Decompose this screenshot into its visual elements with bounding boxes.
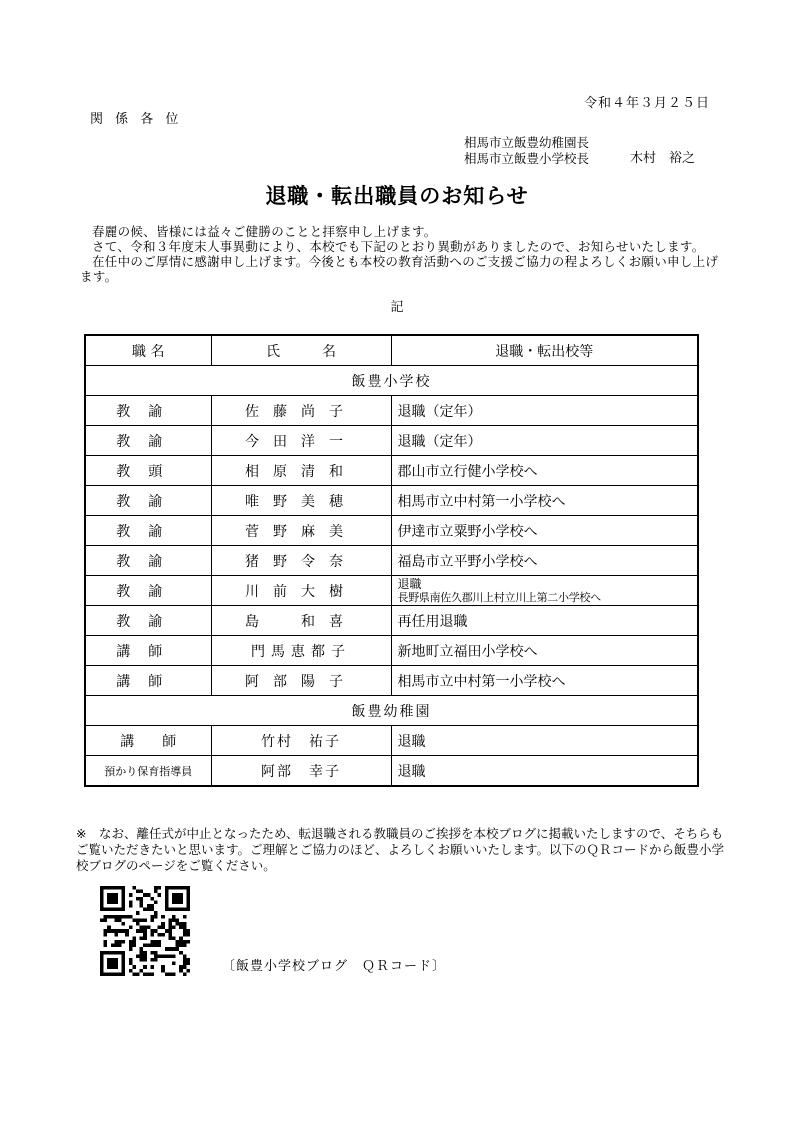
sender-title-kindergarten: 相馬市立飯豊幼稚園長	[464, 135, 590, 150]
cell-destination: 退職（定年）	[391, 396, 698, 426]
cell-name: 島 和喜	[211, 606, 391, 636]
cell-name: 川前大樹	[211, 576, 391, 606]
table-row	[85, 486, 698, 516]
cell-destination	[391, 576, 698, 606]
cell-destination: 退職	[391, 756, 698, 787]
table-row	[85, 456, 698, 486]
cell-destination: 相馬市立中村第一小学校へ	[391, 666, 698, 696]
header-role: 職 名	[85, 335, 211, 366]
table-row	[85, 606, 698, 636]
table-row	[85, 636, 698, 666]
date: 令和４年３月２５日	[583, 96, 710, 111]
cell-role: 教諭	[85, 486, 211, 516]
table-row	[85, 546, 698, 576]
cell-name: 阿部 幸子	[211, 756, 391, 787]
greeting-paragraph-3: 在任中のご厚情に感謝申し上げます。今後とも本校の教育活動へのご支援ご協力の程よろしくお願い申し上げます。	[80, 254, 719, 284]
qr-code[interactable]	[100, 886, 190, 976]
page-title: 退職・転出職員のお知らせ	[265, 184, 529, 208]
table-row	[85, 516, 698, 546]
cell-name: 菅野麻美	[211, 516, 391, 546]
cell-role: 講師	[85, 636, 211, 666]
qr-caption: 〔飯豊小学校ブログ ＱＲコード〕	[222, 959, 447, 974]
cell-role: 講 師	[85, 726, 211, 756]
cell-role: 教頭	[85, 456, 211, 486]
cell-role: 教諭	[85, 576, 211, 606]
table-row	[85, 756, 698, 787]
table-row	[85, 426, 698, 456]
cell-role: 預かり保育指導員	[85, 756, 211, 787]
section-row-kindergarten	[85, 696, 698, 726]
cell-destination: 郡山市立行健小学校へ	[391, 456, 698, 486]
sender-name: 木村 裕之	[630, 151, 696, 166]
section-row-school	[85, 366, 698, 396]
table-header-row	[85, 335, 698, 366]
table-row	[85, 726, 698, 756]
cell-destination: 退職	[391, 726, 698, 756]
cell-destination: 退職（定年）	[391, 426, 698, 456]
note-text: ※ なお、離任式が中止となったため、転退職される教職員のご挨拶を本校ブログに掲載いたしますので、そちらもご覧いただきたいと思います。ご理解とご協力のほど、よろしくお願いいたします。以下のＱＲコードから飯豊小学校ブログのページをご覧ください。	[76, 826, 725, 873]
ki-mark: 記	[390, 300, 404, 315]
cell-name: 今田洋一	[211, 426, 391, 456]
cell-role: 教諭	[85, 606, 211, 636]
section-school-label: 飯豊小学校	[85, 366, 698, 396]
cell-destination: 相馬市立中村第一小学校へ	[391, 486, 698, 516]
cell-name: 佐藤尚子	[211, 396, 391, 426]
cell-role: 教諭	[85, 396, 211, 426]
sender-title-school: 相馬市立飯豊小学校長	[464, 151, 590, 166]
cell-destination: 福島市立平野小学校へ	[391, 546, 698, 576]
cell-name: 唯野美穂	[211, 486, 391, 516]
cell-role: 講師	[85, 666, 211, 696]
cell-role: 教諭	[85, 516, 211, 546]
cell-destination: 新地町立福田小学校へ	[391, 636, 698, 666]
destination-status: 退職	[397, 576, 422, 591]
table-row	[85, 666, 698, 696]
greeting-body	[80, 224, 720, 284]
destination-school: 長野県南佐久郡川上村立川上第二小学校へ	[397, 590, 601, 604]
cell-name: 猪野令奈	[211, 546, 391, 576]
cell-destination: 伊達市立粟野小学校へ	[391, 516, 698, 546]
header-name: 氏 名	[211, 335, 391, 366]
greeting-paragraph-1: 春麗の候、皆様には益々ご健勝のことと拝察申し上げます。	[92, 224, 437, 239]
header-destination: 退職・転出校等	[391, 335, 698, 366]
section-kindergarten-label: 飯豊幼稚園	[85, 696, 698, 726]
cell-name: 阿部陽子	[211, 666, 391, 696]
cell-name: 竹村 祐子	[211, 726, 391, 756]
cell-name: 相原清和	[211, 456, 391, 486]
cell-name: 門馬恵都子	[211, 636, 391, 666]
table-row	[85, 576, 698, 606]
staff-table	[84, 334, 699, 787]
addressee: 関 係 各 位	[90, 112, 183, 127]
greeting-paragraph-2: さて、令和３年度末人事異動により、本校でも下記のとおり異動がありましたので、お知らせいたします。	[92, 239, 705, 254]
cell-role: 教諭	[85, 546, 211, 576]
table-row	[85, 396, 698, 426]
cell-destination: 再任用退職	[391, 606, 698, 636]
cell-role: 教諭	[85, 426, 211, 456]
sender-titles	[464, 135, 589, 167]
